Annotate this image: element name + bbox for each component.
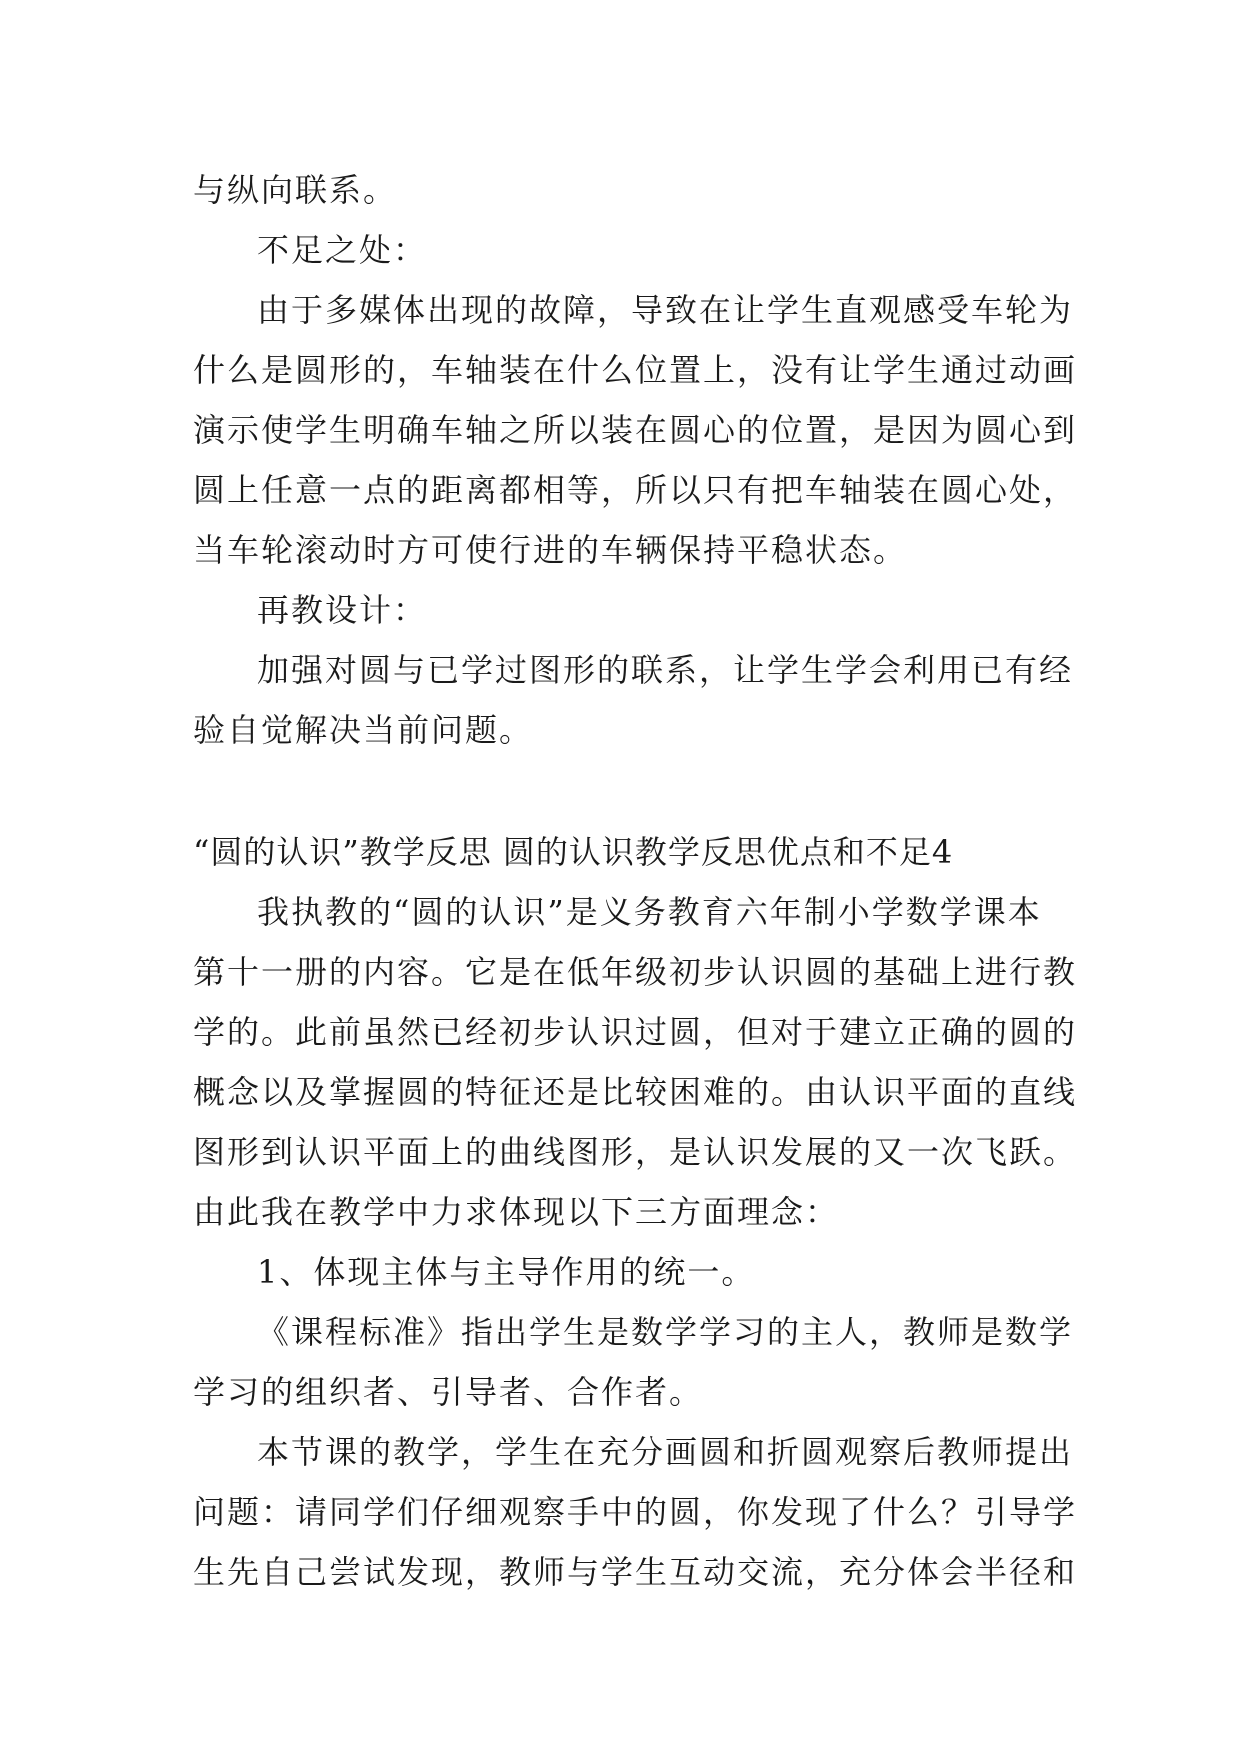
text-line: 由于多媒体出现的故障，导致在让学生直观感受车轮为 xyxy=(257,291,1074,329)
text-line: 我执教的“圆的认识”是义务教育六年制小学数学课本 xyxy=(257,893,1042,931)
text-line: 演示使学生明确车轴之所以装在圆心的位置，是因为圆心到 xyxy=(193,411,1078,449)
text-line: 验自觉解决当前问题。 xyxy=(193,711,534,749)
text-line: 学习的组织者、引导者、合作者。 xyxy=(193,1373,704,1411)
text-line: 不足之处： xyxy=(257,231,428,269)
text-line: 第十一册的内容。它是在低年级初步认识圆的基础上进行教 xyxy=(193,953,1078,991)
text-line: 学的。此前虽然已经初步认识过圆，但对于建立正确的圆的 xyxy=(193,1013,1078,1051)
text-line: 再教设计： xyxy=(257,591,428,629)
text-line: 圆上任意一点的距离都相等，所以只有把车轴装在圆心处， xyxy=(193,471,1078,509)
paragraph-gap xyxy=(193,760,1061,822)
text-line: 生先自己尝试发现，教师与学生互动交流，充分体会半径和 xyxy=(193,1553,1078,1591)
text-line: 与纵向联系。 xyxy=(193,171,398,209)
section-heading: “圆的认识”教学反思 圆的认识教学反思优点和不足4 xyxy=(193,833,954,871)
text-line: 由此我在教学中力求体现以下三方面理念： xyxy=(193,1193,840,1231)
text-line: 图形到认识平面上的曲线图形，是认识发展的又一次飞跃。 xyxy=(193,1133,1078,1171)
text-line: 问题：请同学们仔细观察手中的圆，你发现了什么？引导学 xyxy=(193,1493,1078,1531)
text-line: 当车轮滚动时方可使行进的车辆保持平稳状态。 xyxy=(193,531,908,569)
text-line: 什么是圆形的，车轴装在什么位置上，没有让学生通过动画 xyxy=(193,351,1078,389)
section-before-heading xyxy=(193,160,1078,760)
section-after-heading xyxy=(193,882,1078,1602)
text-line: 《课程标准》指出学生是数学学习的主人，教师是数学 xyxy=(257,1313,1074,1351)
text-line: 概念以及掌握圆的特征还是比较困难的。由认识平面的直线 xyxy=(193,1073,1078,1111)
document-body xyxy=(193,160,1078,1602)
text-line: 1、体现主体与主导作用的统一。 xyxy=(257,1253,756,1291)
text-line: 本节课的教学，学生在充分画圆和折圆观察后教师提出 xyxy=(257,1433,1074,1471)
text-line: 加强对圆与已学过图形的联系，让学生学会利用已有经 xyxy=(257,651,1074,689)
